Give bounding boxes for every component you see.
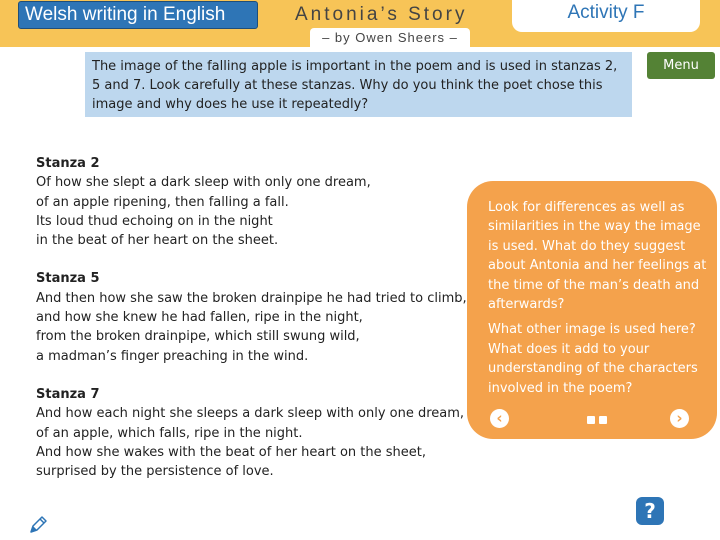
stanza-heading: Stanza 5 [36,271,100,287]
prompt-paragraph-1: Look for differences as well as similarities in the way the image is used. What do they suggest about Antonia and her feelings at the time of the man’s death and afterwards? [488,200,707,313]
prompt-paragraph-2: What other image is used here? What does it add to your understanding of the characters involved in the poem? [488,322,698,396]
menu-button[interactable]: Menu [647,52,715,79]
prompt-card [467,181,717,439]
stanza-line: And then how she saw the broken drainpipe he had tried to climb, [36,290,467,306]
next-arrow-icon[interactable]: › [670,409,689,428]
stanza-line: from the broken drainpipe, which still swung wild, [36,329,360,345]
stanza-5 [36,269,476,365]
top-bar [0,0,720,47]
stanza-line: Of how she slept a dark sleep with only one dream, [36,175,371,191]
stanza-heading: Stanza 2 [36,156,100,171]
stanza-2 [36,154,476,250]
stanza-heading: Stanza 7 [36,386,100,402]
stanza-line: surprised by the persistence of love. [36,464,274,480]
poem-title: Antonia’s Story [295,4,468,25]
pencil-icon[interactable] [27,514,49,536]
page-dot[interactable] [587,416,595,424]
stanza-line: and how she knew he had fallen, ripe in the night, [36,310,363,326]
course-title: Welsh writing in English [18,1,258,29]
question-text: The image of the falling apple is important in the poem and is used in stanzas 2, 5 and 7. Look carefully at these stanzas. Why do you think the poet chose this image and why does he use it repeatedly? [92,59,618,112]
stanza-line: in the beat of her heart on the sheet. [36,233,279,249]
stanza-line: And how each night she sleeps a dark sleep with only one dream, [36,406,465,422]
page-dot[interactable] [599,416,607,424]
poem-byline: – by Owen Sheers – [310,28,470,47]
page-indicator [587,416,609,424]
stanza-line: And how she wakes with the beat of her heart on the sheet, [36,444,426,460]
previous-arrow-icon[interactable]: ‹ [490,409,509,428]
stanza-line: of an apple ripening, then falling a fall. [36,194,289,210]
help-button[interactable]: ? [636,497,664,525]
question-box [85,52,632,117]
stanza-7 [36,385,476,481]
activity-label: Activity F [512,0,700,32]
stanza-line: Its loud thud echoing on in the night [36,213,273,229]
stanza-list [36,154,476,500]
stanza-line: a madman’s finger preaching in the wind. [36,348,309,364]
stanza-line: of an apple, which falls, ripe in the night. [36,425,303,441]
